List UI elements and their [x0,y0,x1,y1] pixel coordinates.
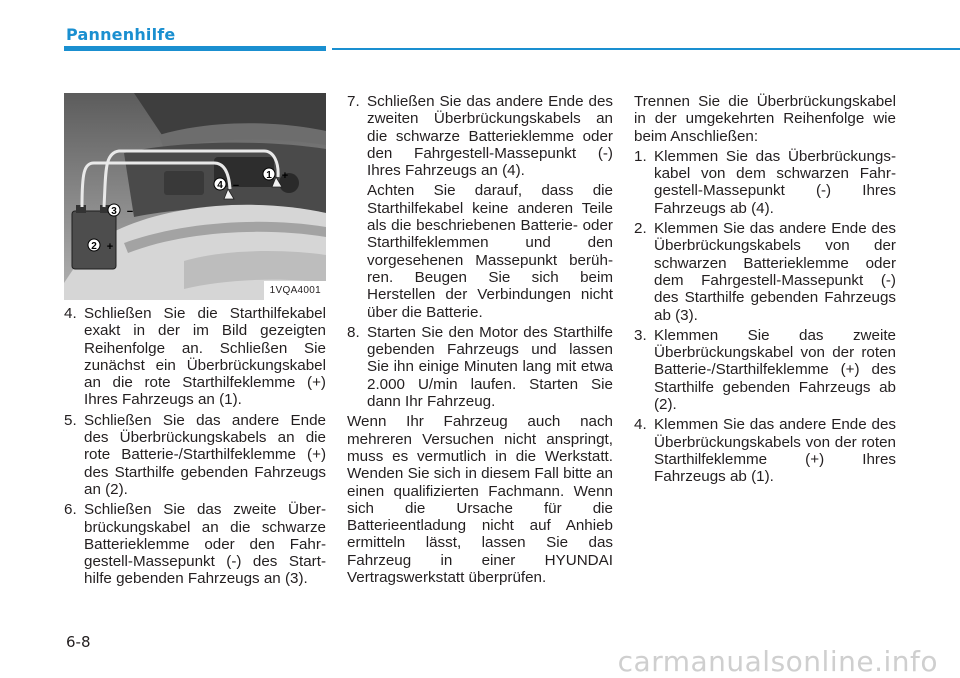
header-rule-thin [332,48,960,50]
step-text: Schließen Sie die Starthilfekabel exakt in der im Bild gezeigten Reihenfolge an. Schließen Sie zunächst ein Überbrückungskabel an die rote Starthilfeklemme (+) Ihres Fahrzeugs an (1). [84,305,326,409]
step-text: Klemmen Sie das andere Ende des Überbrückungskabels von der roten Starthilfeklemme (+) Ihres Fahrzeugs ab (1). [654,416,896,486]
marker-4: 4 [217,180,223,191]
disconnect-intro: Trennen Sie die Überbrückungskabel in der umgekehrten Reihenfolge wie beim Anschließen: [634,93,896,145]
step-text: Schließen Sie das andere Ende des Überbrückungskabels an die rote Batterie-/Starthilfeklemme (+) des Starthilfe gebenden Fahrzeugs an (2). [84,411,326,498]
disconnect-step-3 [634,327,896,413]
column-3 [634,93,896,489]
section-title: Pannenhilfe [66,25,176,44]
step-number: 8. [347,323,360,341]
step-8 [347,324,613,410]
disconnect-step-4 [634,416,896,485]
step-number: 4. [634,416,647,434]
step-text: Schließen Sie das zweite Überbrückungskabel an die schwarze Batterieklemme oder den Fahrgestell-Massepunkt (-) des Starthilfe gebenden Fahrzeugs an (3). [84,501,326,588]
step-number: 3. [634,326,647,344]
column-1 [64,93,326,591]
step-number: 1. [634,147,647,165]
step-6 [64,501,326,587]
step-text: Schließen Sie das andere Ende des zweiten Überbrückungskabels an die schwarze Batterieklemme oder den Fahrgestell-Massepunkt (-) Ihres Fahrzeugs an (4). [367,93,613,180]
step-text: Starten Sie den Motor des Starthilfe gebenden Fahrzeugs und lassen Sie ihn einige Minuten lang mit etwa 2.000 U/min laufen. Starten Sie dann Ihr Fahrzeug. [367,323,613,411]
step-text: Klemmen Sie das andere Ende des Überbrückungskabels von der schwarzen Batterieklemme oder dem Fahrgestell-Massepunkt (-) des Starthilfe gebenden Fahrzeugs ab (3). [654,220,896,324]
step-text: Klemmen Sie das Überbrückungskabel von dem schwarzen Fahrgestell-Massepunkt (-) Ihres Fahrzeugs ab (4). [654,147,896,217]
step-number: 4. [64,305,77,322]
step-7-note: Achten Sie darauf, dass die Starthilfekabel keine anderen Teile als die beschriebenen Batterie- oder Starthilfeklemmen und den vorgesehenen Massepunkt berühren. Beugen Sie sich beim Herstellen der Verbindungen nicht über die Batterie. [367,182,613,321]
step-4 [64,305,326,409]
marker-4-minus-sign: − [232,180,240,192]
column-2 [347,93,613,589]
car-engine-bay-drawing [64,93,326,300]
step-number: 7. [347,93,360,110]
step-7 [347,93,613,179]
marker-2: 2 [91,241,97,252]
marker-2-plus-sign: + [106,241,114,253]
step-text: Klemmen Sie das zweite Überbrückungskabel von der roten Batterie-/Starthilfeklemme (+) des Starthilfe gebenden Fahrzeugs ab (2). [654,326,896,414]
step-number: 2. [634,220,647,238]
marker-1: 1 [266,170,272,181]
figure-label: 1VQA4001 [264,281,326,300]
marker-3: 3 [111,206,117,217]
disconnect-step-2 [634,220,896,324]
disconnect-step-1 [634,148,896,217]
marker-1-plus-sign: + [281,170,289,182]
jump-start-illustration [64,93,326,300]
marker-3-minus-sign: − [126,206,134,218]
workshop-paragraph: Wenn Ihr Fahrzeug auch nach mehreren Versuchen nicht anspringt, muss es vermutlich in die Werkstatt. Wenden Sie sich in diesem Fall bitte an einen qualifizierten Fachmann. Wenn sich die Ursache für die Batterieentladung nicht auf Anhieb ermitteln lässt, lassen Sie das Fahrzeug in einer HYUNDAI Vertragswerkstatt überprüfen. [347,413,613,587]
step-number: 5. [64,411,77,429]
header-rule-thick [64,46,326,51]
step-number: 6. [64,501,77,519]
page-number: 6-8 [66,633,91,651]
step-5 [64,412,326,498]
watermark: carmanualsonline.info [617,645,938,678]
